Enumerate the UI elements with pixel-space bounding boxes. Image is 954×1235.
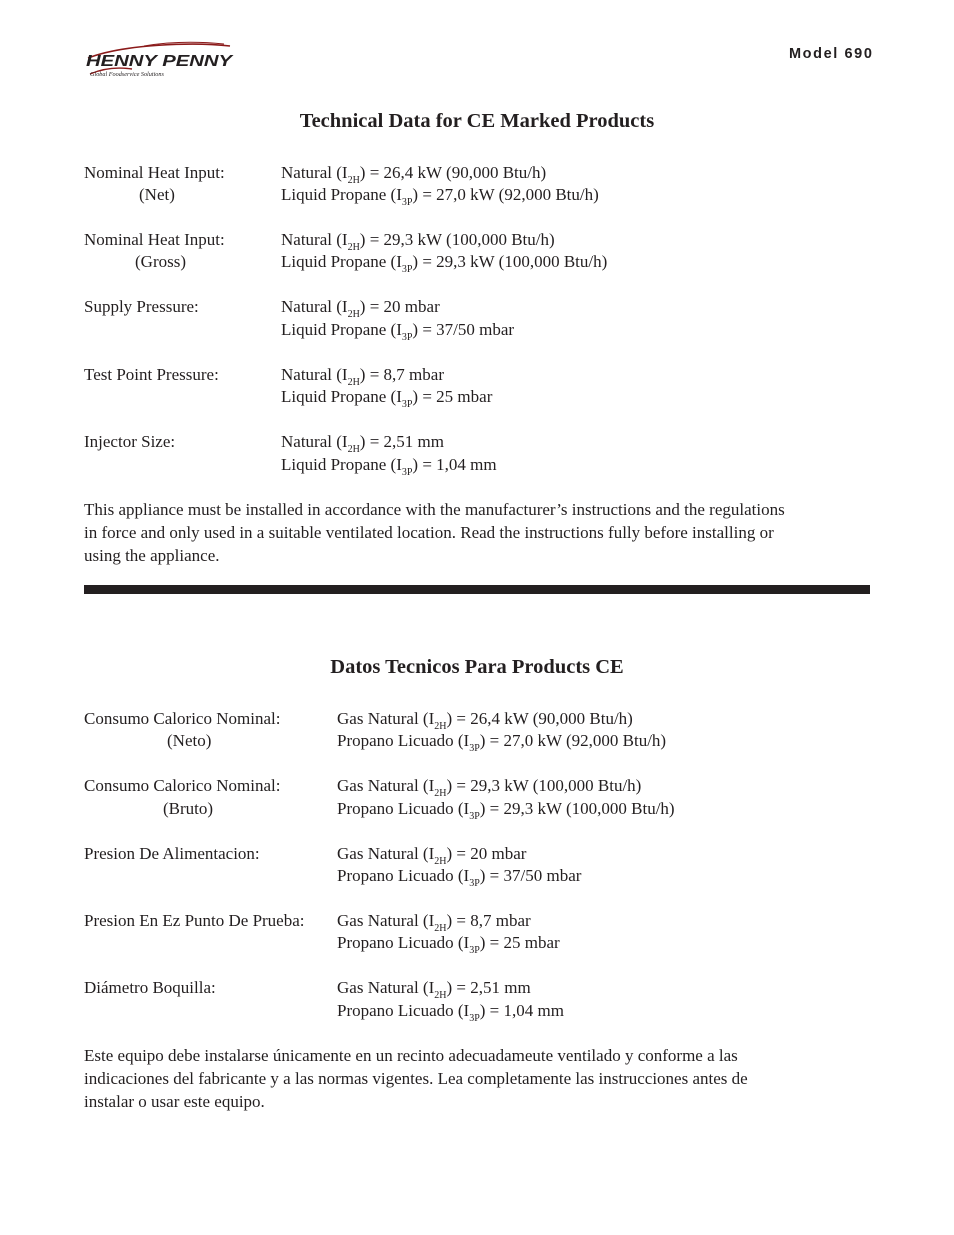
spec-value-natural: Gas Natural $(I_{2H}) = 26,4$ kW (90,000 Btu/h) (337, 709, 633, 732)
spec-value-propane: Liquid Propane $(I_{3P}) = 1,04$ mm (281, 455, 497, 478)
spec-value-propane: Liquid Propane $(I_{3P}) = 37/50$ mbar (281, 320, 515, 343)
spec-value-propane: Propano Licuado $(I_{3P}) = 1,04$ mm (337, 1001, 564, 1024)
spec-label: Consumo Calorico Nominal: (84, 709, 281, 728)
spec-sublabel: (Gross) (135, 252, 186, 271)
spec-value-natural: Natural $(I_{2H}) = 8,7$ mbar (281, 365, 444, 388)
note-line: This appliance must be installed in accordance with the manufacturer’s instructions and the regulations (84, 500, 785, 519)
section-divider (84, 585, 870, 594)
note-line: in force and only used in a suitable ventilated location. Read the instructions fully before installing or (84, 523, 774, 542)
spec-label: Diámetro Boquilla: (84, 978, 216, 997)
henny-penny-logo (84, 40, 244, 84)
spec-label: Presion De Alimentacion: (84, 844, 260, 863)
english-installation-note (84, 498, 874, 567)
spec-label: Test Point Pressure: (84, 365, 219, 384)
spec-value-propane: Propano Licuado $(I_{3P}) = 27,0$ kW (92,000 Btu/h) (337, 731, 667, 754)
note-line: instalar o usar este equipo. (84, 1092, 265, 1111)
spec-label: Presion En Ez Punto De Prueba: (84, 911, 305, 930)
spec-label: Supply Pressure: (84, 297, 199, 316)
model-number: Model 690 (789, 46, 874, 62)
spec-label: Consumo Calorico Nominal: (84, 776, 281, 795)
spec-value-propane: Liquid Propane $(I_{3P}) = 27,0$ kW (92,000 Btu/h) (281, 185, 599, 208)
spec-value-propane: Propano Licuado $(I_{3P}) = 25$ mbar (337, 933, 560, 956)
svg-text:Global Foodservice Solutions: Global Foodservice Solutions (90, 71, 164, 78)
note-line: indicaciones del fabricante y a las normas vigentes. Lea completamente las instrucciones antes de (84, 1069, 748, 1088)
spanish-installation-note (84, 1044, 874, 1113)
spec-sublabel: (Bruto) (163, 799, 214, 818)
spec-sublabel: (Net) (139, 185, 175, 204)
spec-sublabel: (Neto) (167, 731, 212, 750)
section-title-spanish: Datos Tecnicos Para Products CE (330, 656, 624, 678)
spec-label: Nominal Heat Input: (84, 163, 225, 182)
spec-value-natural: Natural $(I_{2H}) = 20$ mbar (281, 297, 440, 320)
svg-text:HENNY PENNY: HENNY PENNY (86, 53, 235, 70)
spec-value-natural: Gas Natural $(I_{2H}) = 2,51$ mm (337, 978, 531, 1001)
note-line: Este equipo debe instalarse únicamente en un recinto adecuadameute ventilado y conforme a las (84, 1046, 738, 1065)
spec-value-propane: Propano Licuado $(I_{3P}) = 29,3$ kW (100,000 Btu/h) (337, 799, 675, 822)
spec-label: Nominal Heat Input: (84, 230, 225, 249)
spec-value-natural: Natural $(I_{2H}) = 2,51$ mm (281, 432, 444, 455)
spec-value-natural: Natural $(I_{2H}) = 29,3$ kW (100,000 Btu/h) (281, 230, 555, 253)
spec-value-natural: Gas Natural $(I_{2H}) = 29,3$ kW (100,000 Btu/h) (337, 776, 642, 799)
spec-label: Injector Size: (84, 432, 176, 451)
spec-value-natural: Gas Natural $(I_{2H}) = 8,7$ mbar (337, 911, 531, 934)
spec-value-propane: Liquid Propane $(I_{3P}) = 29,3$ kW (100,000 Btu/h) (281, 252, 608, 275)
spec-value-natural: Natural $(I_{2H}) = 26,4$ kW (90,000 Btu/h) (281, 163, 547, 186)
section-title-english: Technical Data for CE Marked Products (299, 110, 655, 132)
spec-value-propane: Liquid Propane $(I_{3P}) = 25$ mbar (281, 387, 493, 410)
spec-value-propane: Propano Licuado $(I_{3P}) = 37/50$ mbar (337, 866, 582, 889)
spec-value-natural: Gas Natural $(I_{2H}) = 20$ mbar (337, 844, 527, 867)
note-line: using the appliance. (84, 546, 220, 565)
